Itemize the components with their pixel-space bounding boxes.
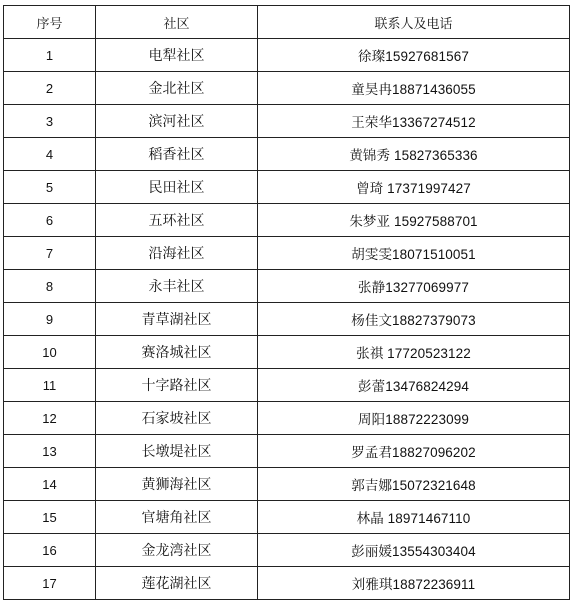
contact-info: 徐璨15927681567: [258, 39, 570, 72]
community-name: 五环社区: [96, 204, 258, 237]
contact-info: 黄锦秀 15827365336: [258, 138, 570, 171]
table-row: [4, 435, 570, 468]
community-name: 金龙湾社区: [96, 534, 258, 567]
contact-info: 郭吉娜15072321648: [258, 468, 570, 501]
contact-info: 朱梦亚 15927588701: [258, 204, 570, 237]
community-name: 长墩堤社区: [96, 435, 258, 468]
row-number: 12: [4, 402, 96, 435]
row-number: 8: [4, 270, 96, 303]
row-number: 9: [4, 303, 96, 336]
table-row: [4, 534, 570, 567]
table-row: [4, 402, 570, 435]
table-row: [4, 204, 570, 237]
row-number: 1: [4, 39, 96, 72]
table-row: [4, 39, 570, 72]
contact-info: 杨佳文18827379073: [258, 303, 570, 336]
community-name: 滨河社区: [96, 105, 258, 138]
contact-info: 林晶 18971467110: [258, 501, 570, 534]
community-name: 十字路社区: [96, 369, 258, 402]
row-number: 17: [4, 567, 96, 600]
community-name: 电犁社区: [96, 39, 258, 72]
row-number: 11: [4, 369, 96, 402]
row-number: 13: [4, 435, 96, 468]
header-no: 序号: [4, 6, 96, 39]
table-row: [4, 468, 570, 501]
header-community: 社区: [96, 6, 258, 39]
contact-info: 胡雯雯18071510051: [258, 237, 570, 270]
community-name: 石家坡社区: [96, 402, 258, 435]
table-row: [4, 105, 570, 138]
table-row: [4, 501, 570, 534]
row-number: 7: [4, 237, 96, 270]
row-number: 5: [4, 171, 96, 204]
row-number: 16: [4, 534, 96, 567]
row-number: 2: [4, 72, 96, 105]
table-row: [4, 567, 570, 600]
table-row: [4, 336, 570, 369]
community-name: 沿海社区: [96, 237, 258, 270]
row-number: 6: [4, 204, 96, 237]
header-row: [4, 6, 570, 39]
table-row: [4, 237, 570, 270]
community-name: 赛洛城社区: [96, 336, 258, 369]
contact-info: 彭丽媛13554303404: [258, 534, 570, 567]
table-row: [4, 72, 570, 105]
community-name: 黄狮海社区: [96, 468, 258, 501]
contact-info: 刘雅琪18872236911: [258, 567, 570, 600]
community-name: 官塘角社区: [96, 501, 258, 534]
community-name: 民田社区: [96, 171, 258, 204]
row-number: 15: [4, 501, 96, 534]
row-number: 14: [4, 468, 96, 501]
row-number: 3: [4, 105, 96, 138]
contact-info: 曾琦 17371997427: [258, 171, 570, 204]
row-number: 4: [4, 138, 96, 171]
table-row: [4, 303, 570, 336]
community-name: 金北社区: [96, 72, 258, 105]
contact-info: 彭蕾13476824294: [258, 369, 570, 402]
contact-info: 张静13277069977: [258, 270, 570, 303]
table-row: [4, 270, 570, 303]
table-row: [4, 171, 570, 204]
community-name: 永丰社区: [96, 270, 258, 303]
table-row: [4, 138, 570, 171]
contact-info: 张祺 17720523122: [258, 336, 570, 369]
community-name: 稻香社区: [96, 138, 258, 171]
contact-info: 王荣华13367274512: [258, 105, 570, 138]
row-number: 10: [4, 336, 96, 369]
contact-info: 童昊冉18871436055: [258, 72, 570, 105]
contact-info: 罗孟君18827096202: [258, 435, 570, 468]
community-contact-table: [3, 5, 570, 600]
community-name: 莲花湖社区: [96, 567, 258, 600]
header-contact: 联系人及电话: [258, 6, 570, 39]
table-row: [4, 369, 570, 402]
contact-info: 周阳18872223099: [258, 402, 570, 435]
community-name: 青草湖社区: [96, 303, 258, 336]
